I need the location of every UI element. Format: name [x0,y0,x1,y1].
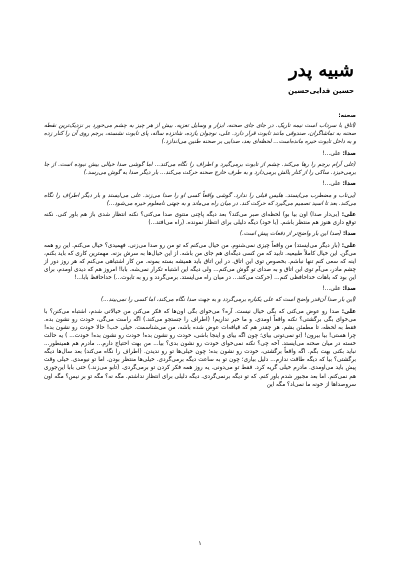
page-number: ۱ [198,540,202,547]
dialogue-line [44,211,356,227]
author-name: حسین فدایی‌حسین [288,87,354,95]
dialogue-text: (بی‌دار صدا) اون بیا بو) لحظه‌ای صبر می‌کند؟ بعد دیگه پاچنی منتوی صدا می‌کنی؟ نکنه انتظار شدی باز هم باور کنی. نکنه توقع داری هنوز هم منتظر باشم. (با خود) دیگه دلیلی برای انتظار نمونده. (راه می‌افتد...) [44,211,356,226]
dialogue-text: علی...! [322,286,341,293]
dialogue-text: صدا رو عوض می‌کنی که بگی خیال نیست. آره؟ می‌خوای بگی اون‌ها که فکر می‌کنن من خیالاتی شدم، اشتباه می‌کنن؟ با می‌خوای بگی برگشتی؟ نکنه واقعاً اومدی. و ما خبر نداریم! (اطراف را جستجو می‌کند.) اگه راست می‌گی، خودت رو نشون بده. فقط به لحظه، تا مطمئن بشم. هر چقدر هم که قیافه‌ات عوض شده باشه، من می‌شناسمت. خیلی خب! حالا خودت رو نشون بده! چرا هستی! بیا بیرون! (تو نمی‌تونی بیای؛ چون اگه بیای و اینجا باشی، خودت رو نشون بده! خودت رو نشون بده! خودت... ) یه حالت خسته در میان صحنه می‌ایستد. آخه چی؟ نکنه نمی‌خوای خودت رو نشون بدی؟ بیا... من بهت احتیاج دارم... مادرم هم همینطور... نباید بکنی بهت بگم. اگه واقعاً برگشتی، خودت رو نشون بده؛ چون خیلی‌ها تو رو ندیدن. (اطراف را نگاه می‌کند) بعد سال‌ها دیگه برگشتی؟ بیا که دیگه طاقت ندارم... دلیل بیاری؛ چون تو به ساعت دیگه برمی‌گردی. خیلی‌ها منتظر بودن. اما تو نیومدی. خیلی وقت پیش باید می‌اومدی. مادرم خیلی گریه کرد. فقط تو می‌دونی. یه روز همه فکر کردن تو برمی‌گردی. (تابو می‌زند.) حتی بابا این‌جوری هم نمی‌کنم. اما بعد مجبور شدم باور کنم. که تو دیگه برنمی‌گردی. دیگه دلیلی برای انتظار نداشتم. مگه نه؟ مگه تو بر نیس؟ مگه اون سروصداها از خونه ما نمی‌اد؟ مگه این [44,308,356,388]
scene-heading: صحنه: [338,113,356,119]
dialogue-line [44,242,356,282]
speaker-label: صدا: [342,286,356,293]
speaker-label: علی: [341,211,357,218]
speaker-label: علی: [341,242,357,249]
dialogue-text: (بار دیگر می‌ایستد) من واقعاً چیزی نمی‌شنوم. من خیال می‌کنم که تو من رو صدا می‌زنی. فهمیدی؟ خیال می‌کنم. این رو همه می‌گن. این خیال کاملاً طبیعیه. تابید که من کسی دیگه‌ای هم جای من باشه. از این خیال‌ها به سرش بزنه. مهمترین کاری که باید بکنم، اینه که سعی کنم تنها نباشم. بخصوص توی این اتاق. در این اتاق باید همیشه بسته بمونه. من کار اشتباهی می‌کنم که هر روز دور از چشم مادر، می‌آم توی این اتاق و به صدای تو گوش می‌کنم... ولی دیگه این اشتباه تکرار نمی‌شه. بابا! امروز هم که دیدی اومدم، برای این بود که باهات خداحافظی کنم... (حرکت می‌کند... در میان راه می‌ایستد. برمی‌گردد و رو به تابوت...) خداحافظ بابا...! [44,242,356,281]
dialogue-text: علی...! [322,181,341,188]
dialogue-line [44,308,356,389]
stage-direction: (اتاق با سرداب است نیمه تاریک. در جای جای صحنه، ابزار و وسایل تعزیه. بیش از هر چیز به چشم می‌خورد بر نزدیک‌ترین نقطه صحنه به تماشاگران، صندوقی مانند تابوت قرار دارد. علی، نوجوان یازده، شانزده ساله، پای تابوت نشسته، برجم روی آن را کنار زده و به داخل تابوت خیره مانده‌است... لحظه‌ای بعد، صدایی بر صحنه طنین می‌اندازد.) [44,123,356,146]
stage-direction: (علی آرام برجم را رها می‌کند. چشم از تابوت برمی‌گیرد و اطراف را نگاه می‌کند... اما گوشی صدا خیالی بیش نبوده است. از جا برمی‌خیزد. ساکی را از کنار بالش برمی‌دارد و به طرف خارج صحنه حرکت می‌کند... بار دیگر صدا به گوش می‌رسد.) [44,161,356,176]
document-body [44,112,356,392]
stage-direction: (بی‌تاب و مضطرب می‌ایستد. هلیس قبلی را ندارد. گوشی واقعاً کسی او را صدا می‌زند. علی می‌ایستد و بار دیگر اطراف را نگاه می‌کند. بعد تا اسید تصمیم می‌گیرد که حرکت کند. در میان راه می‌ماند و به جهتی نامعلوم خیره می‌شود...) [44,192,356,207]
dialogue-line [44,230,356,238]
dialogue-line [44,150,356,158]
speaker-label: علی: [341,308,357,315]
stage-direction: (این بار صدا آن‌قدر واضح است که علی یکباره برمی‌گردد و به جهت صدا نگاه می‌کند، اما کسی را نمی‌بیند...) [100,297,356,304]
document-title: شبیه پدر [288,60,354,81]
speaker-label: صدا: [342,150,356,157]
speaker-label: صدا: [342,181,356,188]
dialogue-text: (صدا این بار واضح‌تر از دفعات پیش است.) [239,231,342,238]
speaker-label: صدا: [342,231,356,238]
dialogue-text: علی...! [322,150,341,157]
dialogue-line [44,180,356,188]
dialogue-line [44,285,356,293]
